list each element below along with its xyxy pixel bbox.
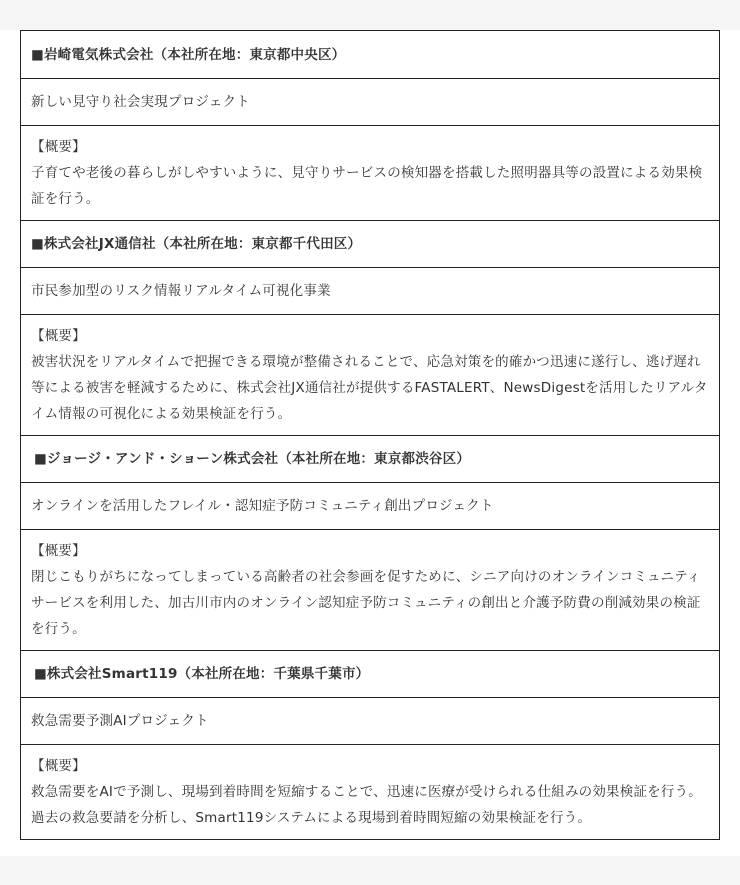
company-table [20,30,720,840]
project-title: 市民参加型のリスク情報リアルタイム可視化事業 [21,267,719,314]
company-header: ■岩崎電気株式会社（本社所在地：東京都中央区） [31,46,346,63]
summary-text: 閉じこもりがちになってしまっている高齢者の社会参画を促すために、シニア向けのオンラインコミュニティサービスを利用した、加古川市内のオンライン認知症予防コミュニティの創出と介護予防費の削減効果の検証を行う。 [31,569,701,637]
project-summary [21,125,719,220]
project-summary [21,314,719,435]
summary-label: 【概要】 [31,543,86,559]
company-header: ■株式会社JX通信社（本社所在地：東京都千代田区） [21,220,719,267]
summary-label: 【概要】 [31,758,86,774]
article-sheet [0,30,740,856]
summary-label: 【概要】 [31,328,86,344]
project-title: 新しい見守り社会実現プロジェクト [21,78,719,125]
project-summary [21,744,719,839]
project-title: 救急需要予測AIプロジェクト [21,697,719,744]
summary-text: 被害状況をリアルタイムで把握できる環境が整備されることで、応急対策を的確かつ迅速に遂行し、逃げ遅れ等による被害を軽減するために、株式会社JX通信社が提供するFASTALERT、NewsDigestを活用したリアルタイム情報の可視化による効果検証を行う。 [31,354,708,422]
summary-text: 救急需要をAIで予測し、現場到着時間を短縮することで、迅速に医療が受けられる仕組みの効果検証を行う。過去の救急要請を分析し、Smart119システムによる現場到着時間短縮の効果検証を行う。 [31,784,702,826]
summary-label: 【概要】 [31,139,86,155]
project-summary [21,529,719,650]
company-header: ■ジョージ・アンド・ショーン株式会社（本社所在地：東京都渋谷区） [21,435,719,482]
company-header: ■株式会社Smart119（本社所在地：千葉県千葉市） [21,650,719,697]
summary-text: 子育てや老後の暮らしがしやすいように、見守りサービスの検知器を搭載した照明器具等の設置による効果検証を行う。 [31,165,703,207]
project-title: オンラインを活用したフレイル・認知症予防コミュニティ創出プロジェクト [21,482,719,529]
